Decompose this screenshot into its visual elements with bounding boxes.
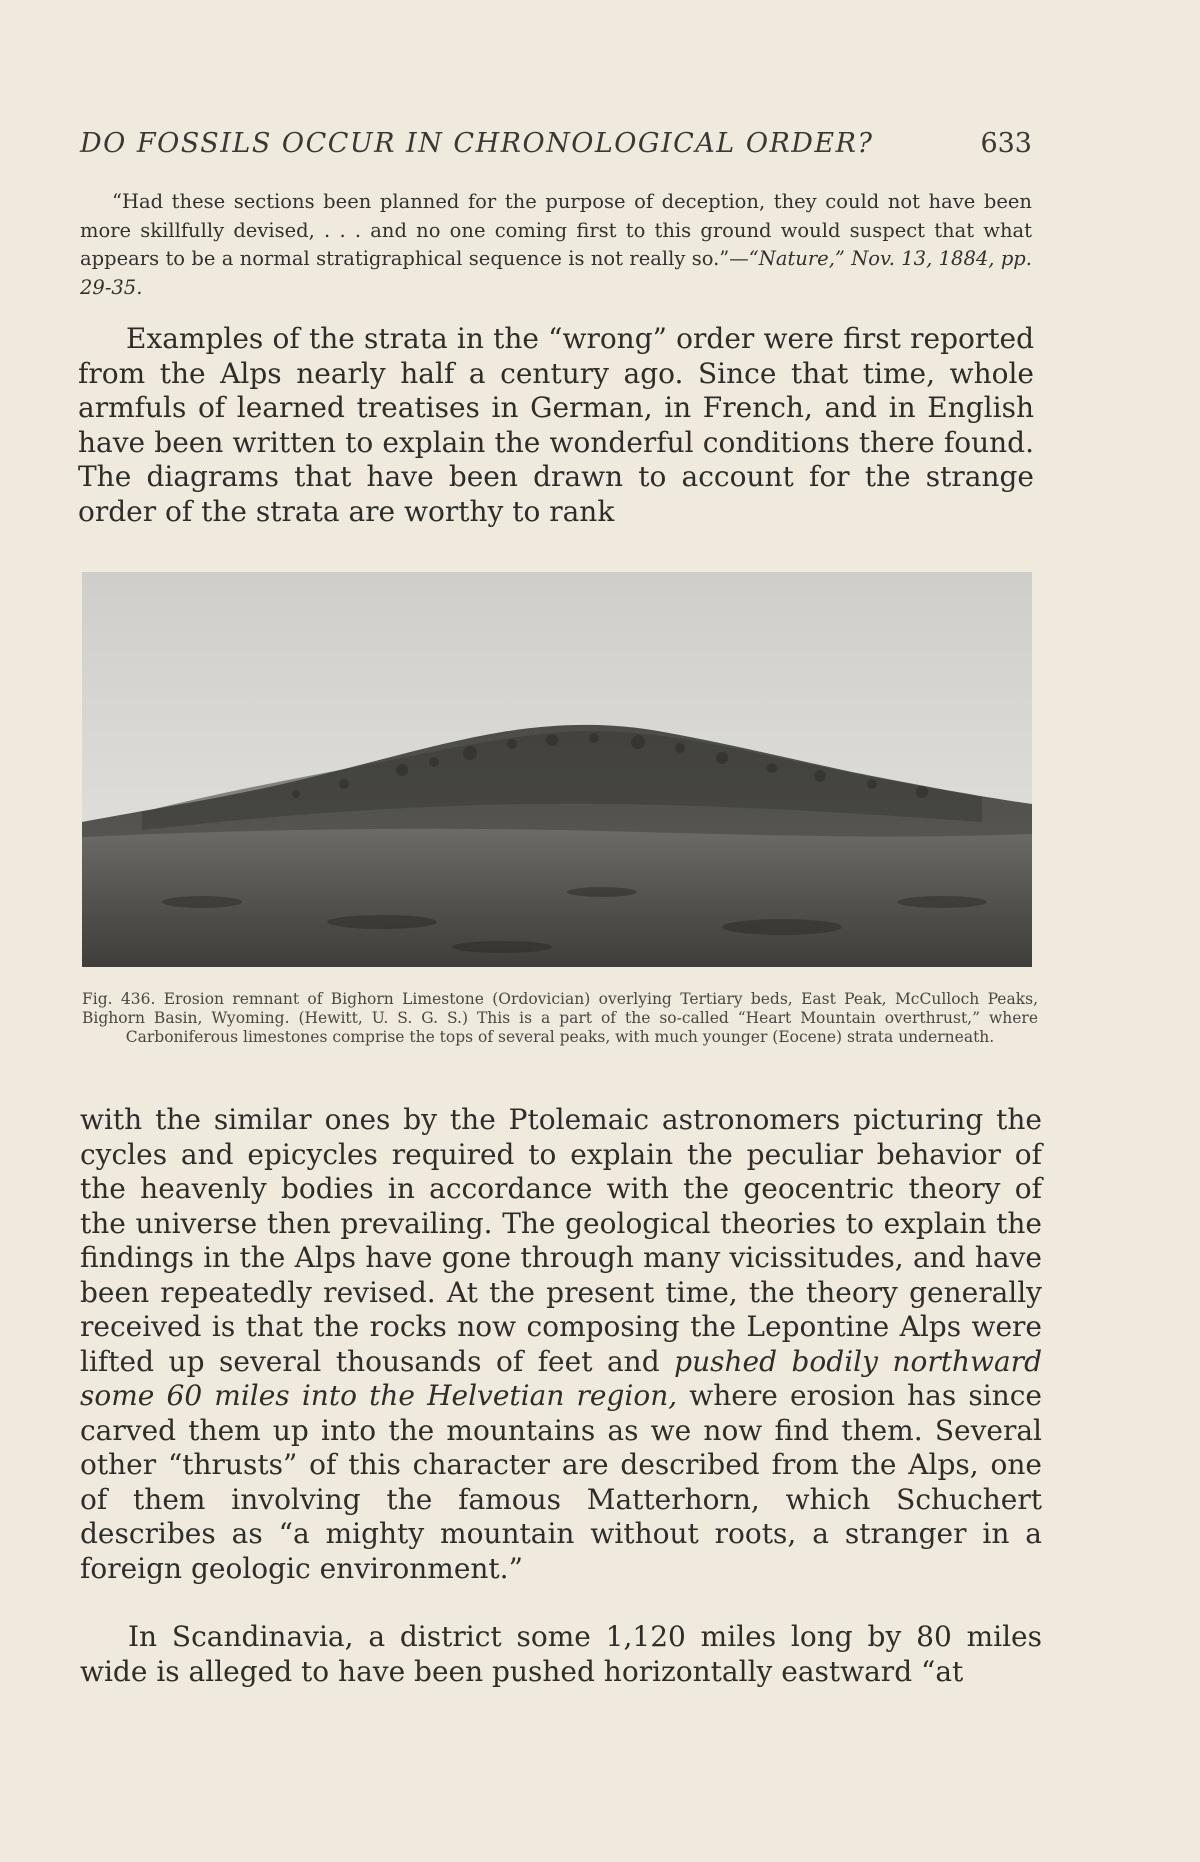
figure-caption: Fig. 436. Erosion remnant of Bighorn Limestone (Ordovician) overlying Tertiary beds, East Peak, McCulloch Peaks, Bighorn Basin, Wyoming. (Hewitt, U. S. G. S.) This is a part of the so-called “Heart Mountain overthrust,” where Carboniferous limestones comprise the tops of several peaks, with much younger (Eocene) strata underneath. — [82, 990, 1038, 1046]
quote-text: “Had these sections been planned for the purpose of deception, they could not have been more skillfully devised, . . . and no one coming first to this ground would suspect that what appears to be a normal stratigraphical sequence is not really so.”— — [80, 190, 1032, 270]
header-title: DO FOSSILS OCCUR IN CHRONOLOGICAL ORDER? — [80, 128, 874, 159]
paragraph-2-italic: pushed bodily northward some 60 miles into the Helvetian region, — [80, 1344, 1042, 1412]
quote-citation: “Nature,” Nov. 13, 1884, pp. 29-35. — [80, 247, 1032, 299]
figure-photo — [82, 572, 1032, 967]
page-number: 633 — [980, 128, 1032, 159]
paragraph-2 — [80, 1103, 1042, 1586]
running-header — [80, 128, 1032, 159]
paragraph-3: In Scandinavia, a district some 1,120 miles long by 80 miles wide is alleged to have been pushed horizontally eastward “at — [80, 1620, 1042, 1688]
erosion-remnant-photo — [82, 572, 1032, 967]
paragraph-2-text-b: where erosion has since carved them up into the mountains as we now find them. Several other “thrusts” of this character are described from the Alps, one of them involving the famous Matterhorn, which Schuchert describes as “a mighty mountain without roots, a stranger in a foreign geologic environment.” — [80, 1379, 1043, 1585]
block-quote — [80, 188, 1032, 302]
paragraph-1: Examples of the strata in the “wrong” order were first reported from the Alps nearly half a century ago. Since that time, whole armfuls of learned treatises in German, in French, and in English have been written to explain the wonderful conditions there found. The diagrams that have been drawn to account for the strange order of the strata are worthy to rank — [78, 322, 1034, 528]
paragraph-2-text-a: with the similar ones by the Ptolemaic astronomers picturing the cycles and epicycles required to explain the peculiar behavior of the heavenly bodies in accordance with the geocentric theory of the universe then prevailing. The geological theories to explain the findings in the Alps have gone through many vicissitudes, and have been repeatedly revised. At the present time, the theory generally received is that the rocks now composing the Lepontine Alps were lifted up several thousands of feet and — [80, 1103, 1042, 1378]
